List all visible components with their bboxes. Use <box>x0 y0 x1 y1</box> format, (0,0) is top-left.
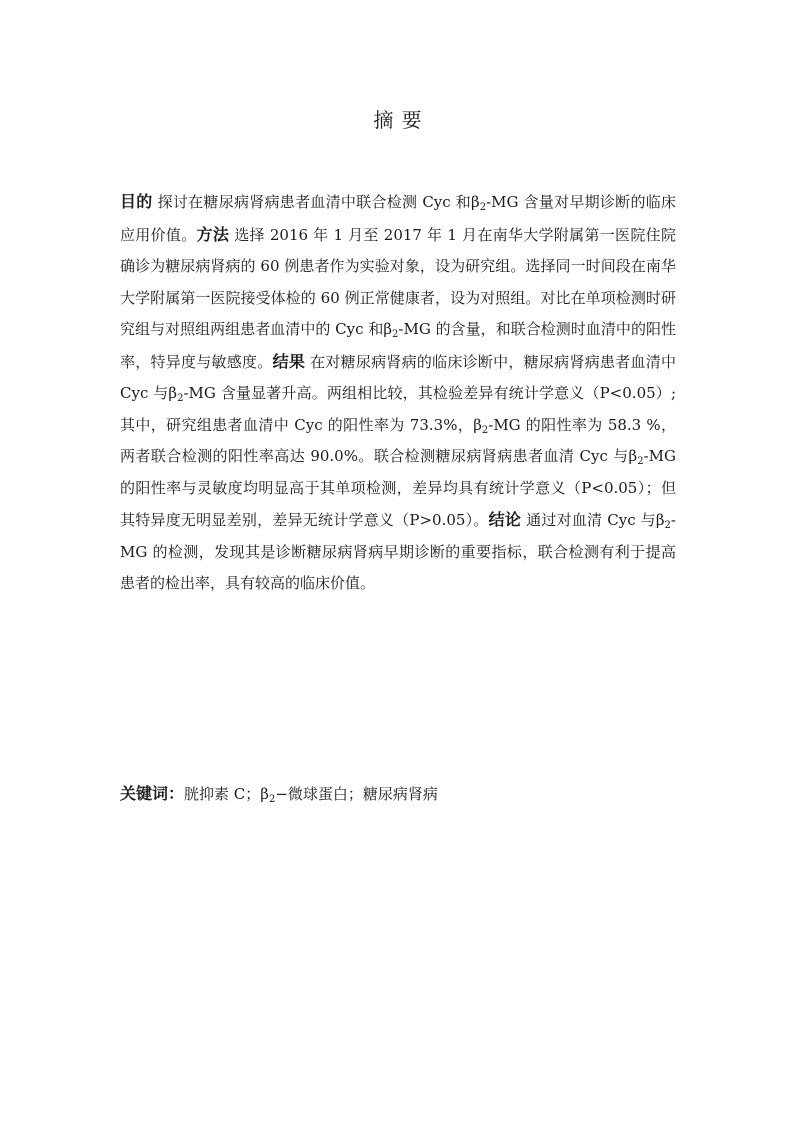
abstract-body <box>120 186 676 600</box>
purpose-text-cont: -MG 含量对早期诊断的临床应用价值。 <box>120 193 676 244</box>
purpose-label: 目的 <box>120 192 153 211</box>
result-text-cont: -MG 含量显著升高。两组相比较，其检验差异有统计学意义（P<0.05）;其中，研究组患者血清中 Cyc 的阳性率为 73.3%，β <box>120 384 677 434</box>
result-text: 在对糖尿病肾病的临床诊断中，糖尿病肾病患者血清中 Cyc 与β <box>120 352 676 402</box>
result-label: 结果 <box>272 351 306 371</box>
result-text-cont-3: -MG 的阳性率与灵敏度均明显高于其单项检测，差异均具有统计学意义（P<0.05）；但其特异度无明显差别，差异无统计学意义（P>0.05）。 <box>120 447 676 529</box>
conclusion-text: 通过对血清 Cyc 与β <box>526 511 665 529</box>
subscript: 2 <box>637 456 644 467</box>
method-label: 方法 <box>196 224 230 244</box>
method-text-cont: -MG 的含量，和联合检测时血清中的阳性率，特异度与敏感度。 <box>120 320 676 371</box>
keywords-label: 关键词： <box>120 784 185 803</box>
keywords-text: 胱抑素 C；β <box>184 785 269 803</box>
subscript: 2 <box>664 520 671 531</box>
subscript: 2 <box>177 393 184 404</box>
subscript: 2 <box>392 329 399 340</box>
subscript: 2 <box>268 794 276 805</box>
subscript: 2 <box>479 202 487 213</box>
result-text-cont-2: -MG 的阳性率为 58.3 %，两者联合检测的阳性率高达 90.0%。联合检测糖尿病肾病患者血清 Cyc 与β <box>120 415 676 465</box>
purpose-text: 探讨在糖尿病肾病患者血清中联合检测 Cyc 和β <box>157 193 480 211</box>
method-text: 选择 2016 年 1 月至 2017 年 1 月在南华大学附属第一医院住院确诊为糖尿病肾病的 60 例患者作为实验对象，设为研究组。选择同一时间段在南华大学附属第一医院接受体检的 60 例正常健康者，设为对照组。对比在单项检测时研究组与对照组两组患者血清中的 Cyc 和β <box>120 225 676 338</box>
keywords-line <box>120 782 676 806</box>
keywords-text-cont: −微球蛋白；糖尿病肾病 <box>275 785 438 803</box>
conclusion-label: 结论 <box>488 510 522 529</box>
abstract-title: 摘 要 <box>373 108 423 132</box>
subscript: 2 <box>481 424 489 436</box>
conclusion-text-cont: -MG 的检测，发现其是诊断糖尿病肾病早期诊断的重要指标，联合检测有利于提高患者的检出率，具有较高的临床价值。 <box>120 511 676 592</box>
